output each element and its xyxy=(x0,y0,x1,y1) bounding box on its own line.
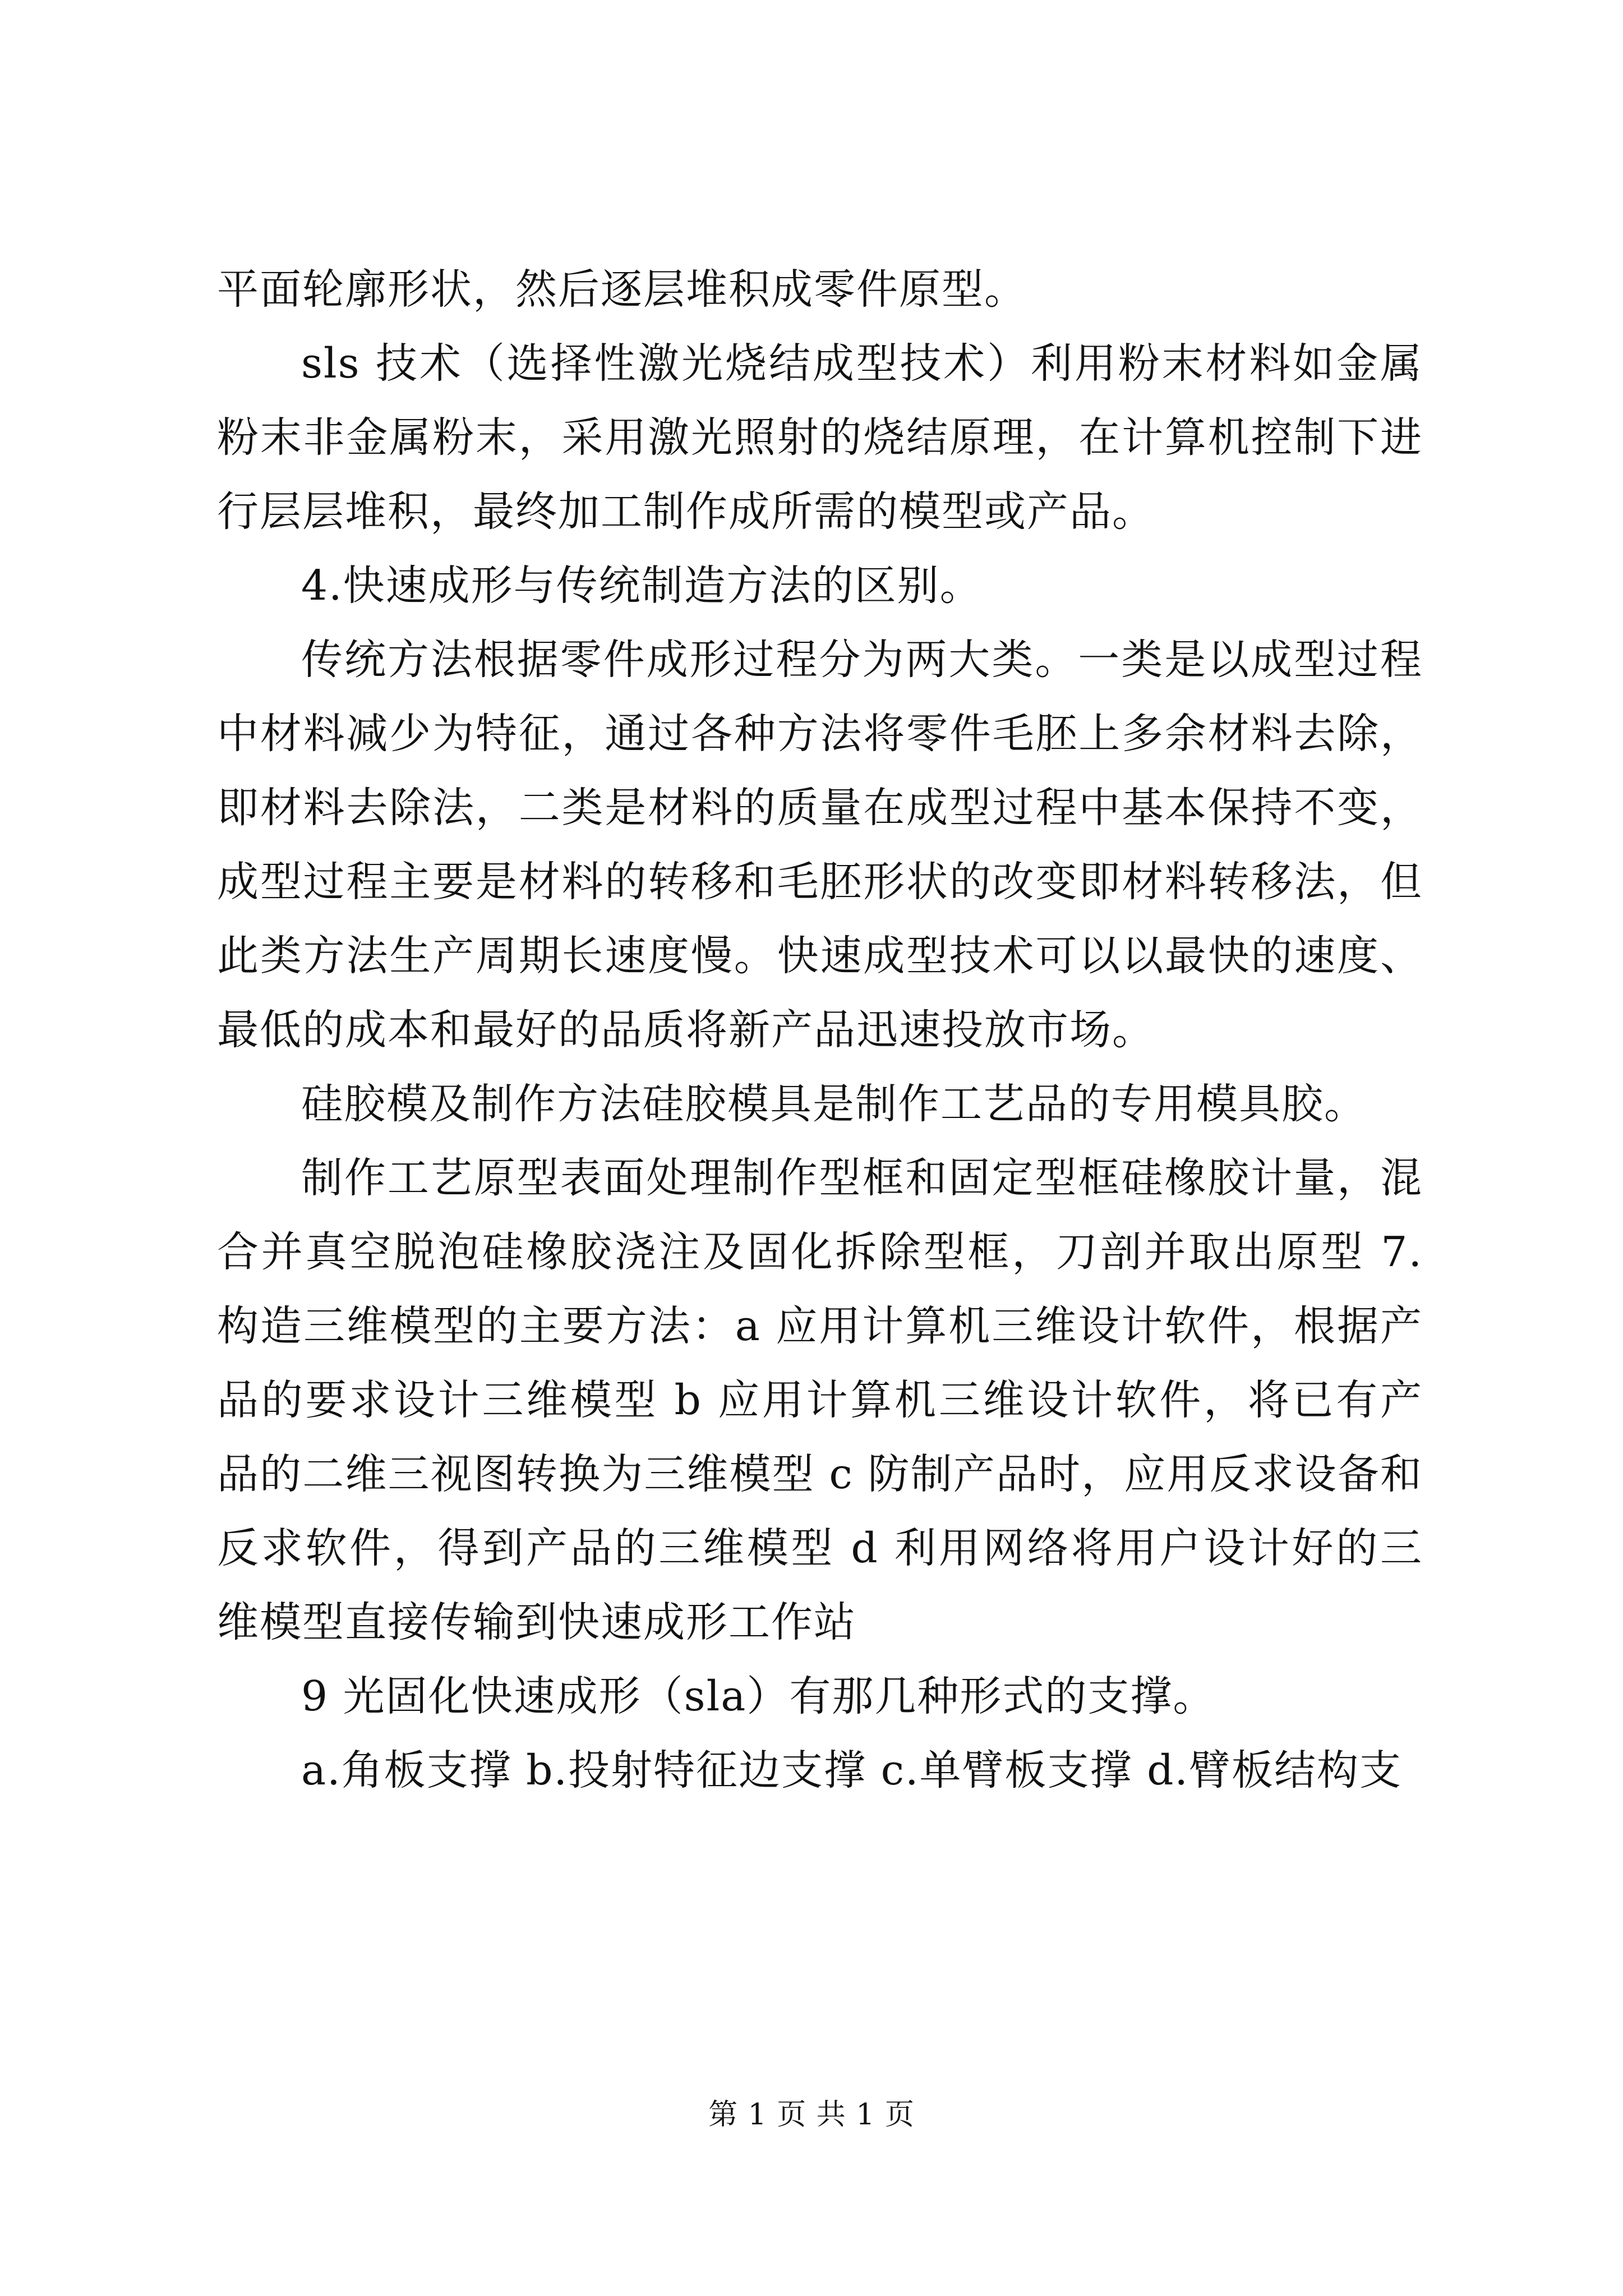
paragraph-production-process: 制作工艺原型表面处理制作型框和固定型框硅橡胶计量，混合并真空脱泡硅橡胶浇注及固化拆除型框，刀剖并取出原型 7.构造三维模型的主要方法：a 应用计算机三维设计软件，根据产品的要求设计三维模型 b 应用计算机三维设计软件，将已有产品的二维三视图转换为三维模型 c 防制产品时，应用反求设备和反求软件，得到产品的三维模型 d 利用网络将用户设计好的三维模型直接传输到快速成形工作站 xyxy=(217,1154,1423,1646)
paragraph-sls-technology: sls 技术（选择性激光烧结成型技术）利用粉末材料如金属粉末非金属粉末，采用激光照射的烧结原理，在计算机控制下进行层层堆积，最终加工制作成所需的模型或产品。 xyxy=(217,339,1423,536)
paragraph-sla-support-question: 9 光固化快速成形（sla）有那几种形式的支撑。 xyxy=(301,1672,1216,1720)
document-body xyxy=(217,252,1423,1807)
paragraph-continuation: 平面轮廓形状，然后逐层堆积成零件原型。 xyxy=(217,265,1027,314)
paragraph-support-types: a.角板支撑 b.投射特征边支撑 c.单臂板支撑 d.臂板结构支 xyxy=(301,1746,1402,1795)
paragraph-traditional-methods: 传统方法根据零件成形过程分为两大类。一类是以成型过程中材料减少为特征，通过各种方法将零件毛胚上多余材料去除，即材料去除法，二类是材料的质量在成型过程中基本保持不变，成型过程主要是材料的转移和毛胚形状的改变即材料转移法，但此类方法生产周期长速度慢。快速成型技术可以以最快的速度、最低的成本和最好的品质将新产品迅速投放市场。 xyxy=(217,636,1423,1054)
paragraph-heading-difference: 4.快速成形与传统制造方法的区别。 xyxy=(301,562,983,610)
page-footer: 第 1 页 共 1 页 xyxy=(708,2098,915,2132)
paragraph-silicone-mold: 硅胶模及制作方法硅胶模具是制作工艺品的专用模具胶。 xyxy=(301,1080,1367,1128)
